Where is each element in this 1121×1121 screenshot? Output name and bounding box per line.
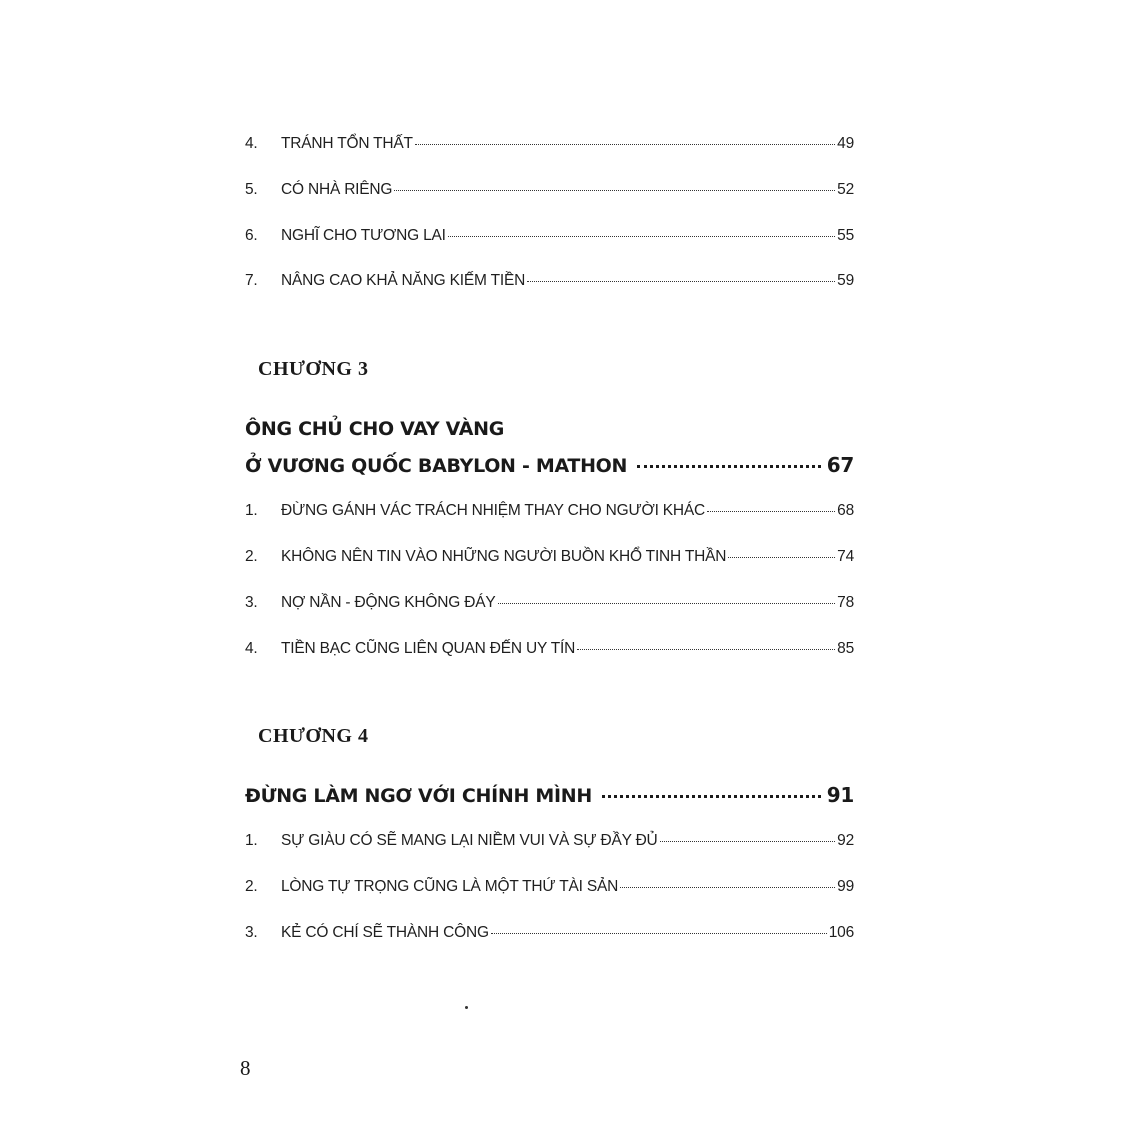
entry-title: CÓ NHÀ RIÊNG <box>281 181 393 198</box>
entry-number: 2. <box>245 878 258 895</box>
entry-number: 5. <box>245 181 258 198</box>
toc-entry <box>245 135 854 153</box>
toc-entry <box>245 227 854 245</box>
dot-leader <box>637 465 821 468</box>
entry-number: 7. <box>245 272 258 289</box>
chapter-page: 91 <box>826 783 854 807</box>
toc-entry <box>245 878 854 896</box>
entry-title: TRÁNH TỔN THẤT <box>281 135 413 152</box>
entry-page: 49 <box>837 135 854 152</box>
entry-number: 3. <box>245 594 258 611</box>
entry-title: NÂNG CAO KHẢ NĂNG KIẾM TIỀN <box>281 272 526 289</box>
toc-entry <box>245 272 854 290</box>
entry-title: ĐỪNG GÁNH VÁC TRÁCH NHIỆM THAY CHO NGƯỜI KHÁC <box>281 502 706 519</box>
entry-page: 92 <box>837 832 854 849</box>
dot-leader <box>527 281 835 282</box>
dot-leader <box>602 795 821 798</box>
toc-entry <box>245 181 854 199</box>
entry-number: 4. <box>245 135 258 152</box>
chapter-title-line <box>245 783 854 807</box>
chapter-label: CHƯƠNG 3 <box>258 358 369 380</box>
dot-leader <box>394 190 835 191</box>
entry-page: 55 <box>837 227 854 244</box>
dot-leader <box>577 649 835 650</box>
entry-title: NGHĨ CHO TƯƠNG LAI <box>281 227 446 244</box>
entry-page: 85 <box>837 640 854 657</box>
entry-title: SỰ GIÀU CÓ SẼ MANG LẠI NIỀM VUI VÀ SỰ ĐẦY ĐỦ <box>281 832 658 849</box>
dot-leader <box>707 511 835 512</box>
entry-number: 4. <box>245 640 258 657</box>
entry-page: 74 <box>837 548 854 565</box>
entry-page: 99 <box>837 878 854 895</box>
entry-number: 1. <box>245 502 258 519</box>
entry-number: 1. <box>245 832 258 849</box>
dot-leader <box>415 144 835 145</box>
entry-number: 2. <box>245 548 258 565</box>
chapter-title-text: ĐỪNG LÀM NGƠ VỚI CHÍNH MÌNH <box>245 785 592 807</box>
chapter-page: 67 <box>826 453 854 477</box>
dot-leader <box>498 603 836 604</box>
entry-page: 78 <box>837 594 854 611</box>
entry-title: TIỀN BẠC CŨNG LIÊN QUAN ĐẾN UY TÍN <box>281 640 576 657</box>
toc-entry <box>245 832 854 850</box>
entry-title: LÒNG TỰ TRỌNG CŨNG LÀ MỘT THỨ TÀI SẢN <box>281 878 619 895</box>
entry-number: 3. <box>245 924 258 941</box>
entry-page: 52 <box>837 181 854 198</box>
dot-leader <box>728 557 835 558</box>
page-number: 8 <box>240 1056 251 1080</box>
dot-leader <box>448 236 835 237</box>
entry-page: 68 <box>837 502 854 519</box>
dot-leader <box>491 933 827 934</box>
chapter-title-line2 <box>245 453 854 477</box>
entry-title: KHÔNG NÊN TIN VÀO NHỮNG NGƯỜI BUỒN KHỔ TINH THẦN <box>281 548 727 565</box>
entry-title: NỢ NẦN - ĐỘNG KHÔNG ĐÁY <box>281 594 496 611</box>
entry-page: 59 <box>837 272 854 289</box>
entry-number: 6. <box>245 227 258 244</box>
toc-entry <box>245 924 854 942</box>
chapter-label: CHƯƠNG 4 <box>258 725 369 747</box>
toc-entry <box>245 548 854 566</box>
chapter-title-line1: ÔNG CHỦ CHO VAY VÀNG <box>245 418 505 440</box>
scan-speck <box>465 1006 468 1009</box>
toc-entry <box>245 594 854 612</box>
toc-entry <box>245 640 854 658</box>
chapter-title-text: Ở VƯƠNG QUỐC BABYLON - MATHON <box>245 455 628 477</box>
entry-title: KẺ CÓ CHÍ SẼ THÀNH CÔNG <box>281 924 489 941</box>
toc-entry <box>245 502 854 520</box>
dot-leader <box>620 887 835 888</box>
dot-leader <box>660 841 836 842</box>
entry-page: 106 <box>828 924 854 941</box>
